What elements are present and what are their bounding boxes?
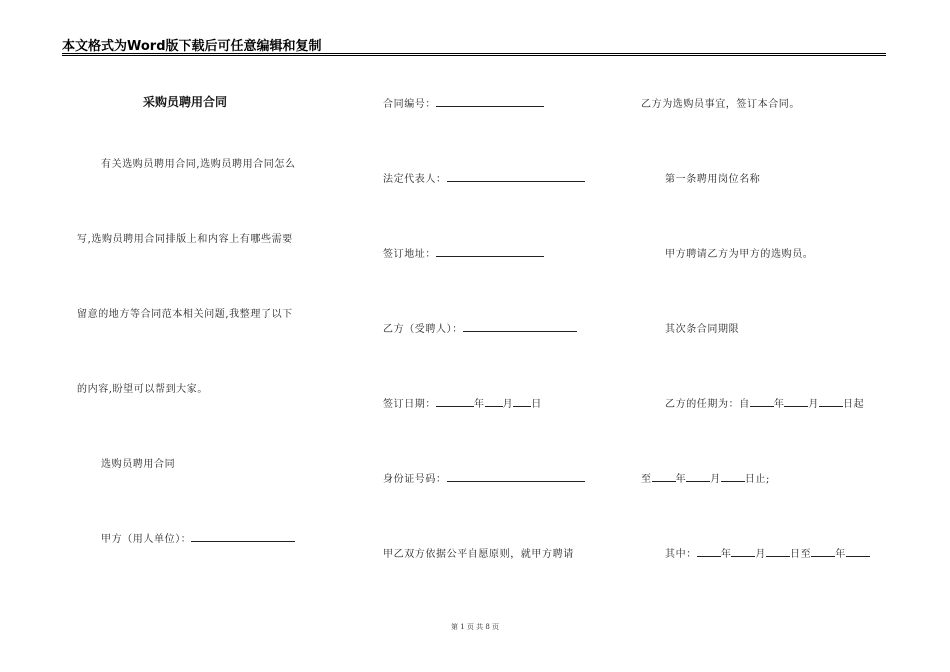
term-end-year-blank <box>652 470 676 482</box>
sign-day-text: 日 <box>531 399 542 410</box>
article-1-heading: 第一条聘用岗位名称 <box>665 174 761 185</box>
probation-line <box>665 545 870 560</box>
intro-line-4: 的内容,盼望可以帮到大家。 <box>77 384 208 395</box>
sign-year-blank <box>436 395 474 407</box>
intro-line-1: 有关选购员聘用合同,选购员聘用合同怎么 <box>101 159 296 170</box>
party-b-label: 乙方（受聘人）： <box>383 324 463 335</box>
intro-line-2: 写,选购员聘用合同排版上和内容上有哪些需要 <box>77 234 293 245</box>
article-2-heading: 其次条合同期限 <box>665 324 740 335</box>
legal-rep-blank <box>447 170 585 182</box>
col3-line-1: 乙方为选购员事宜，签订本合同。 <box>641 99 800 110</box>
party-a-line <box>101 530 295 545</box>
id-number-label: 身份证号码： <box>383 474 447 485</box>
sign-month-blank <box>485 395 503 407</box>
sign-day-blank <box>513 395 531 407</box>
term-start-month-blank <box>784 395 808 407</box>
term-start-label: 乙方的任期为：自 <box>665 399 750 410</box>
id-number-blank <box>447 470 585 482</box>
page-footer: 第 1 页 共 8 页 <box>450 623 500 631</box>
contract-number-line <box>383 95 544 110</box>
legal-rep-label: 法定代表人： <box>383 174 447 185</box>
contract-number-blank <box>436 95 544 107</box>
probation-end-year-text: 年 <box>835 549 846 560</box>
sign-address-label: 签订地址： <box>383 249 436 260</box>
sign-date-label: 签订日期： <box>383 399 436 410</box>
legal-rep-line <box>383 170 585 185</box>
term-end-month-text: 月 <box>710 474 721 485</box>
probation-start-month-blank <box>731 545 755 557</box>
probation-start-year-text: 年 <box>720 549 732 560</box>
sign-date-line <box>383 395 542 410</box>
term-start-suffix: 日起 <box>843 399 865 410</box>
sign-address-line <box>383 245 544 260</box>
term-end-month-blank <box>686 470 710 482</box>
sign-address-blank <box>436 245 544 257</box>
term-start-year-blank <box>750 395 774 407</box>
term-end-label: 至 <box>641 474 652 485</box>
term-end-year-text: 年 <box>675 474 687 485</box>
probation-end-year-blank <box>811 545 835 557</box>
probation-to-text: 日至 <box>790 549 812 560</box>
term-start-month-text: 月 <box>808 399 820 410</box>
intro-line-3: 留意的地方等合同范本相关问题,我整理了以下 <box>77 309 293 320</box>
term-end-suffix: 日止; <box>744 474 770 485</box>
probation-start-month-text: 月 <box>755 549 767 560</box>
term-start-year-text: 年 <box>773 399 785 410</box>
sign-month-text: 月 <box>502 399 514 410</box>
probation-label: 其中： <box>665 549 697 560</box>
probation-start-year-blank <box>697 545 721 557</box>
header-rule <box>62 53 886 54</box>
probation-start-day-blank <box>766 545 790 557</box>
section-subtitle: 选购员聘用合同 <box>101 459 176 470</box>
term-end-day-blank <box>721 470 745 482</box>
header-rule-second <box>62 55 886 56</box>
party-a-label: 甲方（用人单位）： <box>101 534 192 545</box>
id-number-line <box>383 470 585 485</box>
party-a-blank <box>191 530 295 542</box>
contract-title: 采购员聘用合同 <box>143 95 228 109</box>
party-b-blank <box>463 320 577 332</box>
document-header: 本文格式为Word版下载后可任意编辑和复制 <box>62 39 322 54</box>
party-b-line <box>383 320 577 335</box>
term-start-line <box>665 395 864 410</box>
term-start-day-blank <box>819 395 843 407</box>
agreement-line: 甲乙双方依据公平自愿原则，就甲方聘请 <box>383 549 574 560</box>
sign-year-text: 年 <box>474 399 485 410</box>
contract-number-label: 合同编号： <box>383 99 436 110</box>
term-end-line <box>641 470 770 485</box>
probation-end-month-blank <box>846 545 870 557</box>
col3-line-3: 甲方聘请乙方为甲方的选购员。 <box>665 249 814 260</box>
